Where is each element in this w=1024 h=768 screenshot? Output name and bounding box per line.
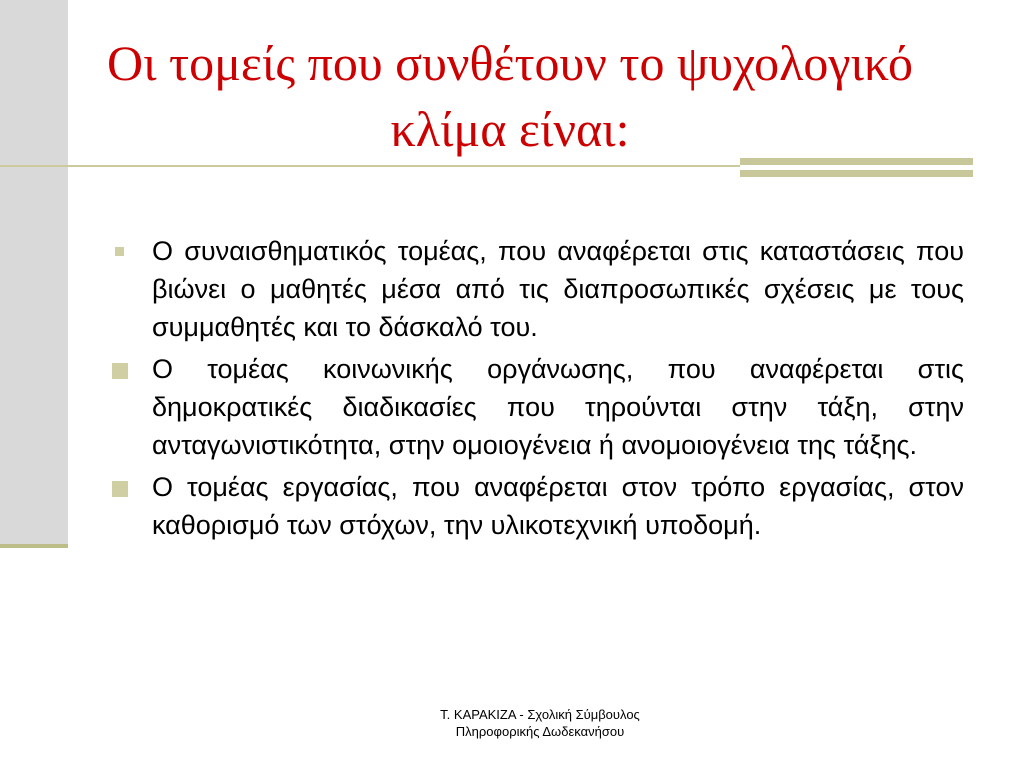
title-accent-bar-bottom [740,170,973,177]
footer-role: Πληροφορικής Δωδεκανήσου [455,724,625,739]
side-decoration-bar [0,0,68,548]
square-bullet-icon [112,481,128,497]
bullet-text: Ο τομέας κοινωνικής οργάνωσης, που αναφέρεται στις δημοκρατικές διαδικασίες που τηρούνται στην τάξη, στην ανταγωνιστικότητα, στην ομοιογένεια ή ανομοιογένεια της τάξης. [152,354,964,460]
bullet-text: Ο συναισθηματικός τομέας, που αναφέρεται στις καταστάσεις που βιώνει ο μαθητές μέσα από τις διαπροσωπικές σχέσεις με τους συμμαθητές και το δάσκαλό του. [152,236,964,342]
square-bullet-icon [112,363,128,379]
bullet-item [112,468,964,544]
square-bullet-icon [115,247,124,256]
footer-author: Τ. ΚΑΡΑΚΙΖΑ - Σχολική Σύμβουλος [440,707,640,722]
title-underline [0,165,740,167]
side-decoration-base-line [0,544,68,548]
slide-title: Οι τομείς που συνθέτουν το ψυχολογικό κλίμα είναι: [106,35,914,157]
bullet-list [112,232,964,548]
bullet-text: Ο τομέας εργασίας, που αναφέρεται στον τρόπο εργασίας, στον καθορισμό των στόχων, την υλικοτεχνική υποδομή. [152,472,964,540]
bullet-item [112,350,964,464]
bullet-item [112,232,964,346]
title-accent-bar-top [740,158,973,165]
slide-footer [380,706,700,740]
